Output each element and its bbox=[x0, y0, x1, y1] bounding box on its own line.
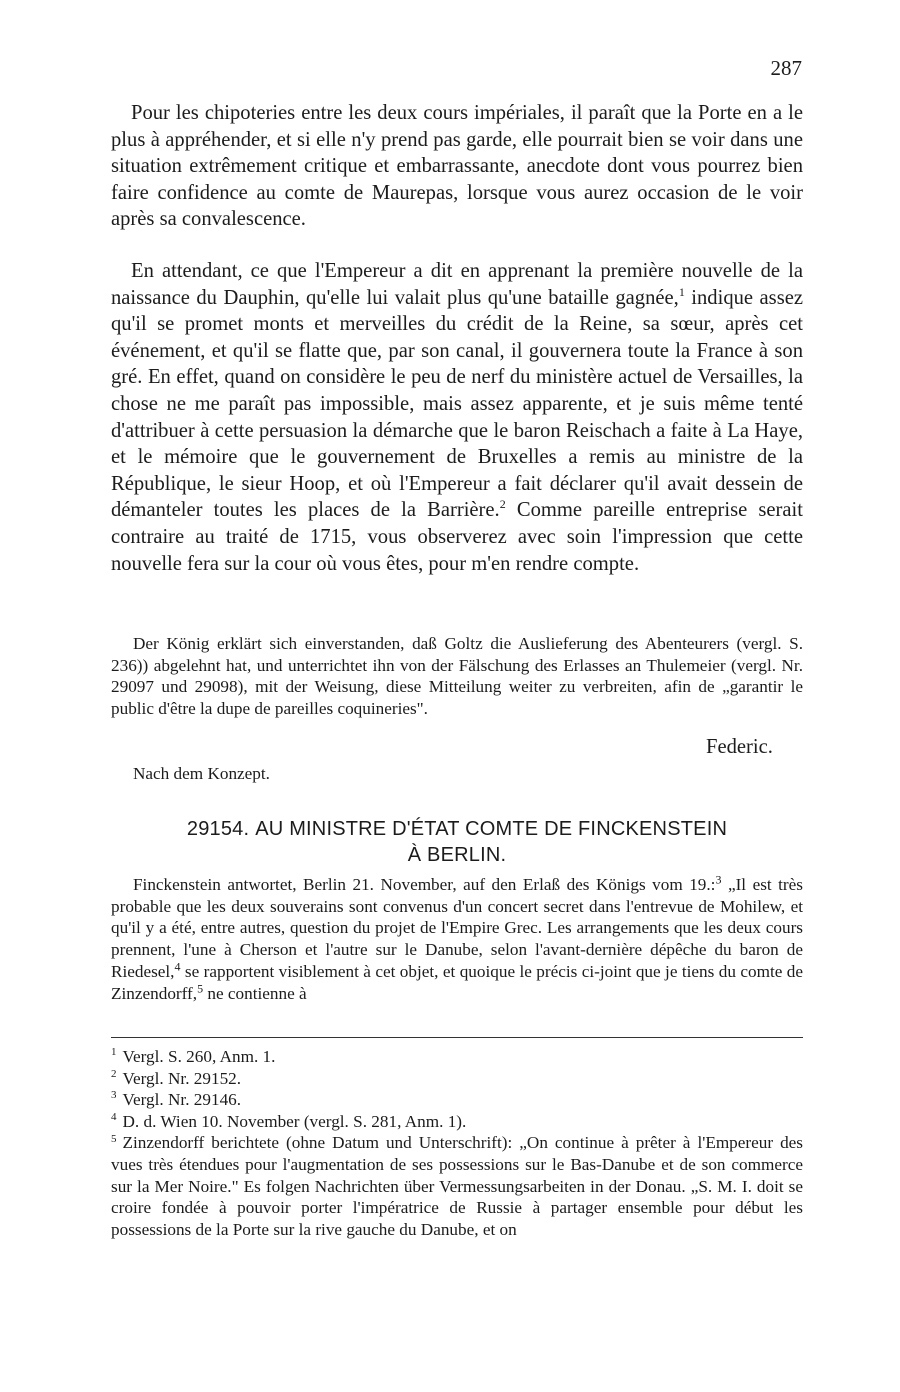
footnote-text: D. d. Wien 10. November (vergl. S. 281, Anm. 1). bbox=[122, 1111, 467, 1131]
paragraph-text: indique assez qu'il se promet monts et merveilles du crédit de la Reine, sa sœur, après cet événement, et qu'il se flatte que, par son canal, il gouvernera toute la France à son gré. En effet, quand on considère le peu de nerf du ministère actuel de Versailles, la chose ne me paraît pas impossible, mais assez apparente, et je suis même tenté d'attribuer à cette persuasion la démarche que le baron Reischach a faite à La Haye, et le mémoire que le gouvernement de Bruxelles a remis au ministre de la République, le sieur Hoop, et où l'Empereur a fait déclarer qu'il avait dessein de démanteler toutes les places de la Barrière. bbox=[111, 286, 803, 522]
response-text: se rapportent visiblement à cet objet, et quoique le précis ci-joint que je tiens du comte de Zinzendorff, bbox=[111, 961, 803, 1003]
footnote-mark: 3 bbox=[111, 1089, 117, 1102]
editorial-summary: Der König erklärt sich einverstanden, daß Goltz die Auslieferung des Abenteurers (vergl. S. 236)) abgelehnt hat, und unterrichtet ihn von der Fälschung des Erlasses an Thulemeier (vergl. Nr. 29097 und 29098), mit der Weisung, diese Mitteilung weiter zu verbreiten, afin de „garantir le public d'être la dupe de pareilles coquineries". bbox=[111, 634, 803, 718]
footnote bbox=[111, 1089, 803, 1111]
footnote bbox=[111, 1132, 803, 1240]
response-text: ne contienne à bbox=[203, 983, 307, 1003]
paragraph-text: Pour les chipoteries entre les deux cours impériales, il paraît que la Porte en a le plus à appréhender, et si elle n'y prend pas garde, elle pourrait bien se voir dans une situation extrêmement critique et embarrassante, anecdote dont vous pourrez bien faire confidence au comte de Maurepas, lorsque vous aurez occasion de le voir après sa convalescence. bbox=[111, 102, 803, 231]
letter-paragraph-2 bbox=[111, 258, 803, 577]
source-note: Nach dem Konzept. bbox=[133, 764, 270, 783]
signature: Federic. bbox=[706, 736, 773, 758]
document-number: 29154. bbox=[186, 818, 250, 840]
editorial-response bbox=[111, 874, 803, 1004]
footnote-mark: 2 bbox=[111, 1067, 117, 1080]
heading-line-1: AU MINISTRE D'ÉTAT COMTE DE FINCKENSTEIN bbox=[255, 818, 728, 840]
footnote-reference-2: 2 bbox=[499, 497, 506, 512]
footnote bbox=[111, 1111, 803, 1133]
footnote-text: Vergl. S. 260, Anm. 1. bbox=[122, 1047, 276, 1066]
footnote-mark: 1 bbox=[111, 1046, 117, 1059]
footnote-reference-1: 1 bbox=[678, 284, 685, 299]
response-text: „Il est très probable que les deux souverains sont convenus d'un concert secret dans l'entrevue de Mohilew, et qu'il y a été, entre autres, question du projet de l'Empire Grec. Les arrangements que les deux cours prennent, l'une à Cherson et l'autre sur le Danube, selon l'avant-dernière dépêche du baron de Riedesel, bbox=[111, 875, 803, 981]
paragraph-text: Comme pareille entreprise serait contraire au traité de 1715, vous observerez avec soin l'impression que cette nouvelle fera sur la cour où vous êtes, pour m'en rendre compte. bbox=[111, 499, 803, 575]
response-text: Finckenstein antwortet, Berlin 21. November, auf den Erlaß des Königs vom 19.: bbox=[133, 875, 716, 894]
footnote-text: Zinzendorff berichtete (ohne Datum und Unterschrift): „On continue à prêter à l'Empereur des vues très étendues pour l'augmentation de ses possessions sur le Bas-Danube et de son commerce sur la Mer Noire." Es folgen Nachrichten über Vermessungsarbeiten in der Donau. „S. M. I. doit se croire fondée à pouvoir porter l'impératrice de Russie à partager ensemble pour début les possessions de la Porte sur la rive gauche du Danube, et on bbox=[111, 1133, 803, 1239]
footnote-reference-5: 5 bbox=[197, 980, 204, 995]
section-heading bbox=[111, 816, 803, 868]
footnote-reference-3: 3 bbox=[715, 872, 722, 887]
footnote-mark: 4 bbox=[111, 1111, 117, 1124]
letter-paragraph-1 bbox=[111, 100, 803, 233]
footnotes bbox=[111, 1046, 803, 1240]
footnote-text: Vergl. Nr. 29146. bbox=[122, 1090, 242, 1110]
footnote-text: Vergl. Nr. 29152. bbox=[122, 1068, 242, 1088]
footnote-divider bbox=[111, 1037, 803, 1038]
footnote-reference-4: 4 bbox=[174, 959, 181, 974]
page-number: 287 bbox=[770, 56, 802, 80]
footnote bbox=[111, 1068, 803, 1090]
footnote bbox=[111, 1046, 803, 1068]
footnote-mark: 5 bbox=[111, 1132, 117, 1145]
heading-line-2: À BERLIN. bbox=[407, 844, 507, 866]
paragraph-text: En attendant, ce que l'Empereur a dit en apprenant la première nouvelle de la naissance du Dauphin, qu'elle lui valait plus qu'une bataille gagnée, bbox=[111, 260, 803, 309]
